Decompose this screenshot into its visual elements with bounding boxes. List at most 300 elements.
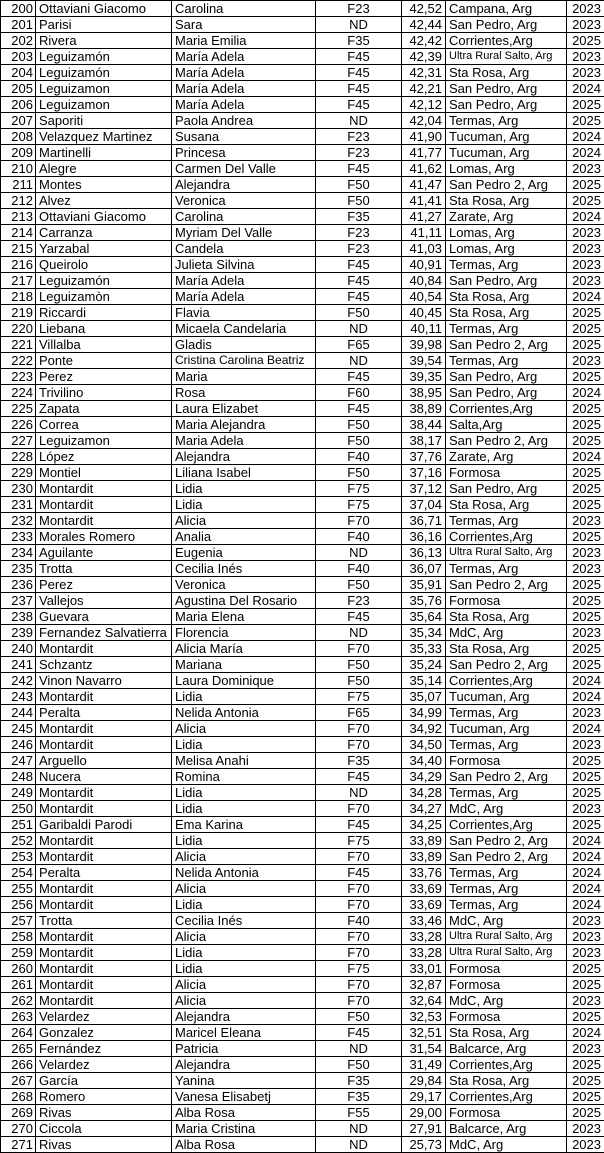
cell-rank[interactable]: 219 <box>1 305 36 321</box>
cell-rank[interactable]: 217 <box>1 273 36 289</box>
cell-firstname[interactable]: Micaela Candelaria <box>172 321 316 337</box>
cell-rank[interactable]: 260 <box>1 961 36 977</box>
cell-firstname[interactable]: Veronica <box>172 577 316 593</box>
cell-score[interactable]: 34,27 <box>402 801 446 817</box>
cell-location[interactable]: Corrientes,Arg <box>446 33 567 49</box>
cell-category[interactable]: F23 <box>316 129 402 145</box>
cell-year[interactable]: 2025 <box>567 593 604 609</box>
cell-rank[interactable]: 258 <box>1 929 36 945</box>
cell-location[interactable]: Sta Rosa, Arg <box>446 1073 567 1089</box>
cell-location[interactable]: Formosa <box>446 1105 567 1121</box>
cell-year[interactable]: 2024 <box>567 721 604 737</box>
cell-firstname[interactable]: Alicia <box>172 993 316 1009</box>
cell-score[interactable]: 38,44 <box>402 417 446 433</box>
cell-lastname[interactable]: Montardit <box>36 785 172 801</box>
cell-year[interactable]: 2023 <box>567 225 604 241</box>
cell-lastname[interactable]: Alvez <box>36 193 172 209</box>
cell-category[interactable]: F75 <box>316 961 402 977</box>
cell-category[interactable]: F70 <box>316 801 402 817</box>
cell-lastname[interactable]: Gonzalez <box>36 1025 172 1041</box>
cell-rank[interactable]: 240 <box>1 641 36 657</box>
cell-score[interactable]: 33,69 <box>402 881 446 897</box>
cell-rank[interactable]: 244 <box>1 705 36 721</box>
cell-year[interactable]: 2025 <box>567 1009 604 1025</box>
cell-lastname[interactable]: Yarzabal <box>36 241 172 257</box>
cell-category[interactable]: F40 <box>316 449 402 465</box>
cell-category[interactable]: ND <box>316 625 402 641</box>
cell-rank[interactable]: 271 <box>1 1137 36 1153</box>
cell-score[interactable]: 39,98 <box>402 337 446 353</box>
cell-score[interactable]: 42,39 <box>402 49 446 65</box>
cell-score[interactable]: 37,16 <box>402 465 446 481</box>
cell-year[interactable]: 2025 <box>567 657 604 673</box>
cell-firstname[interactable]: Maria Cristina <box>172 1121 316 1137</box>
cell-category[interactable]: F23 <box>316 593 402 609</box>
cell-location[interactable]: Corrientes,Arg <box>446 673 567 689</box>
cell-lastname[interactable]: Leguizamón <box>36 49 172 65</box>
cell-location[interactable]: Termas, Arg <box>446 881 567 897</box>
cell-score[interactable]: 33,69 <box>402 897 446 913</box>
cell-category[interactable]: ND <box>316 545 402 561</box>
cell-year[interactable]: 2025 <box>567 113 604 129</box>
cell-location[interactable]: San Pedro 2, Arg <box>446 849 567 865</box>
cell-score[interactable]: 41,77 <box>402 145 446 161</box>
cell-firstname[interactable]: Maria Elena <box>172 609 316 625</box>
cell-rank[interactable]: 201 <box>1 17 36 33</box>
cell-score[interactable]: 34,99 <box>402 705 446 721</box>
cell-score[interactable]: 41,03 <box>402 241 446 257</box>
cell-year[interactable]: 2023 <box>567 1137 604 1153</box>
cell-firstname[interactable]: Alicia <box>172 849 316 865</box>
cell-score[interactable]: 42,12 <box>402 97 446 113</box>
cell-score[interactable]: 42,31 <box>402 65 446 81</box>
cell-firstname[interactable]: Cristina Carolina Beatriz <box>172 353 316 369</box>
cell-location[interactable]: Tucuman, Arg <box>446 145 567 161</box>
cell-year[interactable]: 2025 <box>567 529 604 545</box>
cell-rank[interactable]: 210 <box>1 161 36 177</box>
cell-year[interactable]: 2025 <box>567 785 604 801</box>
cell-year[interactable]: 2025 <box>567 369 604 385</box>
cell-firstname[interactable]: Rosa <box>172 385 316 401</box>
cell-location[interactable]: MdC, Arg <box>446 993 567 1009</box>
cell-lastname[interactable]: Rivera <box>36 33 172 49</box>
cell-category[interactable]: F50 <box>316 1057 402 1073</box>
cell-location[interactable]: Corrientes,Arg <box>446 1089 567 1105</box>
cell-location[interactable]: San Pedro 2, Arg <box>446 433 567 449</box>
cell-firstname[interactable]: Florencia <box>172 625 316 641</box>
cell-score[interactable]: 33,46 <box>402 913 446 929</box>
cell-location[interactable]: San Pedro, Arg <box>446 273 567 289</box>
cell-rank[interactable]: 248 <box>1 769 36 785</box>
cell-location[interactable]: Formosa <box>446 593 567 609</box>
cell-lastname[interactable]: Montardit <box>36 849 172 865</box>
cell-category[interactable]: F75 <box>316 497 402 513</box>
cell-score[interactable]: 35,07 <box>402 689 446 705</box>
cell-firstname[interactable]: María Adela <box>172 81 316 97</box>
cell-year[interactable]: 2025 <box>567 33 604 49</box>
cell-rank[interactable]: 235 <box>1 561 36 577</box>
cell-year[interactable]: 2023 <box>567 625 604 641</box>
cell-rank[interactable]: 256 <box>1 897 36 913</box>
cell-category[interactable]: F45 <box>316 65 402 81</box>
cell-category[interactable]: F45 <box>316 865 402 881</box>
cell-rank[interactable]: 229 <box>1 465 36 481</box>
cell-lastname[interactable]: Leguizamon <box>36 433 172 449</box>
cell-rank[interactable]: 254 <box>1 865 36 881</box>
cell-location[interactable]: Balcarce, Arg <box>446 1121 567 1137</box>
cell-firstname[interactable]: María Adela <box>172 49 316 65</box>
cell-rank[interactable]: 234 <box>1 545 36 561</box>
cell-firstname[interactable]: Lidia <box>172 497 316 513</box>
cell-year[interactable]: 2025 <box>567 753 604 769</box>
cell-lastname[interactable]: Vallejos <box>36 593 172 609</box>
cell-location[interactable]: Lomas, Arg <box>446 225 567 241</box>
cell-rank[interactable]: 213 <box>1 209 36 225</box>
cell-year[interactable]: 2024 <box>567 209 604 225</box>
cell-lastname[interactable]: Velazquez Martinez <box>36 129 172 145</box>
cell-lastname[interactable]: Leguizamón <box>36 273 172 289</box>
cell-year[interactable]: 2023 <box>567 545 604 561</box>
cell-category[interactable]: F50 <box>316 465 402 481</box>
cell-category[interactable]: F70 <box>316 513 402 529</box>
cell-lastname[interactable]: Arguello <box>36 753 172 769</box>
cell-year[interactable]: 2024 <box>567 289 604 305</box>
cell-lastname[interactable]: Montardit <box>36 993 172 1009</box>
cell-rank[interactable]: 230 <box>1 481 36 497</box>
cell-firstname[interactable]: Veronica <box>172 193 316 209</box>
cell-category[interactable]: F70 <box>316 881 402 897</box>
cell-year[interactable]: 2025 <box>567 977 604 993</box>
cell-lastname[interactable]: Villalba <box>36 337 172 353</box>
cell-year[interactable]: 2023 <box>567 161 604 177</box>
cell-lastname[interactable]: Montardit <box>36 481 172 497</box>
cell-year[interactable]: 2024 <box>567 849 604 865</box>
cell-rank[interactable]: 214 <box>1 225 36 241</box>
cell-category[interactable]: F75 <box>316 833 402 849</box>
cell-firstname[interactable]: Cecilia Inés <box>172 561 316 577</box>
cell-score[interactable]: 36,71 <box>402 513 446 529</box>
cell-location[interactable]: Termas, Arg <box>446 513 567 529</box>
cell-year[interactable]: 2025 <box>567 817 604 833</box>
cell-location[interactable]: Campana, Arg <box>446 1 567 17</box>
cell-category[interactable]: F23 <box>316 1 402 17</box>
cell-category[interactable]: F70 <box>316 849 402 865</box>
cell-year[interactable]: 2023 <box>567 737 604 753</box>
cell-lastname[interactable]: Rivas <box>36 1137 172 1153</box>
cell-firstname[interactable]: Princesa <box>172 145 316 161</box>
cell-category[interactable]: ND <box>316 1137 402 1153</box>
cell-firstname[interactable]: Candela <box>172 241 316 257</box>
cell-category[interactable]: F50 <box>316 657 402 673</box>
cell-rank[interactable]: 267 <box>1 1073 36 1089</box>
cell-rank[interactable]: 212 <box>1 193 36 209</box>
cell-lastname[interactable]: Leguizamón <box>36 65 172 81</box>
cell-location[interactable]: Corrientes,Arg <box>446 1057 567 1073</box>
cell-location[interactable]: Termas, Arg <box>446 785 567 801</box>
cell-rank[interactable]: 207 <box>1 113 36 129</box>
cell-score[interactable]: 34,25 <box>402 817 446 833</box>
cell-category[interactable]: F45 <box>316 1025 402 1041</box>
cell-lastname[interactable]: Peralta <box>36 705 172 721</box>
cell-location[interactable]: Lomas, Arg <box>446 161 567 177</box>
cell-rank[interactable]: 236 <box>1 577 36 593</box>
cell-lastname[interactable]: Montardit <box>36 737 172 753</box>
cell-lastname[interactable]: García <box>36 1073 172 1089</box>
cell-score[interactable]: 36,13 <box>402 545 446 561</box>
cell-firstname[interactable]: Yanina <box>172 1073 316 1089</box>
cell-location[interactable]: Ultra Rural Salto, Arg <box>446 945 567 961</box>
cell-category[interactable]: F70 <box>316 897 402 913</box>
cell-year[interactable]: 2023 <box>567 913 604 929</box>
cell-year[interactable]: 2025 <box>567 305 604 321</box>
cell-score[interactable]: 37,76 <box>402 449 446 465</box>
cell-category[interactable]: F35 <box>316 753 402 769</box>
cell-firstname[interactable]: Eugenia <box>172 545 316 561</box>
cell-rank[interactable]: 209 <box>1 145 36 161</box>
cell-category[interactable]: F45 <box>316 369 402 385</box>
cell-location[interactable]: Tucuman, Arg <box>446 721 567 737</box>
cell-location[interactable]: Termas, Arg <box>446 353 567 369</box>
cell-lastname[interactable]: Velardez <box>36 1057 172 1073</box>
cell-lastname[interactable]: Montardit <box>36 513 172 529</box>
cell-firstname[interactable]: Maria Emilia <box>172 33 316 49</box>
cell-score[interactable]: 35,34 <box>402 625 446 641</box>
cell-location[interactable]: San Pedro 2, Arg <box>446 577 567 593</box>
cell-location[interactable]: San Pedro, Arg <box>446 481 567 497</box>
cell-year[interactable]: 2025 <box>567 321 604 337</box>
cell-firstname[interactable]: Alejandra <box>172 177 316 193</box>
cell-rank[interactable]: 200 <box>1 1 36 17</box>
cell-firstname[interactable]: Patricia <box>172 1041 316 1057</box>
cell-lastname[interactable]: Trotta <box>36 561 172 577</box>
cell-location[interactable]: San Pedro 2, Arg <box>446 337 567 353</box>
cell-firstname[interactable]: Alicia <box>172 881 316 897</box>
cell-location[interactable]: Tucuman, Arg <box>446 689 567 705</box>
cell-lastname[interactable]: Garibaldi Parodi <box>36 817 172 833</box>
cell-firstname[interactable]: Lidia <box>172 801 316 817</box>
cell-rank[interactable]: 237 <box>1 593 36 609</box>
cell-firstname[interactable]: Alicia <box>172 977 316 993</box>
cell-year[interactable]: 2023 <box>567 945 604 961</box>
cell-location[interactable]: Sta Rosa, Arg <box>446 65 567 81</box>
cell-rank[interactable]: 246 <box>1 737 36 753</box>
cell-lastname[interactable]: Trivilino <box>36 385 172 401</box>
cell-year[interactable]: 2025 <box>567 337 604 353</box>
cell-location[interactable]: Termas, Arg <box>446 897 567 913</box>
cell-firstname[interactable]: Liliana Isabel <box>172 465 316 481</box>
cell-score[interactable]: 41,11 <box>402 225 446 241</box>
cell-rank[interactable]: 227 <box>1 433 36 449</box>
cell-category[interactable]: F45 <box>316 49 402 65</box>
cell-rank[interactable]: 261 <box>1 977 36 993</box>
cell-category[interactable]: F70 <box>316 929 402 945</box>
cell-category[interactable]: F50 <box>316 305 402 321</box>
cell-year[interactable]: 2024 <box>567 385 604 401</box>
cell-lastname[interactable]: Romero <box>36 1089 172 1105</box>
cell-lastname[interactable]: Montardit <box>36 721 172 737</box>
cell-category[interactable]: F70 <box>316 993 402 1009</box>
cell-category[interactable]: F40 <box>316 561 402 577</box>
cell-location[interactable]: MdC, Arg <box>446 1137 567 1153</box>
cell-score[interactable]: 25,73 <box>402 1137 446 1153</box>
cell-year[interactable]: 2025 <box>567 769 604 785</box>
cell-rank[interactable]: 216 <box>1 257 36 273</box>
cell-rank[interactable]: 223 <box>1 369 36 385</box>
cell-category[interactable]: F50 <box>316 433 402 449</box>
cell-location[interactable]: Termas, Arg <box>446 705 567 721</box>
cell-year[interactable]: 2024 <box>567 81 604 97</box>
cell-year[interactable]: 2025 <box>567 433 604 449</box>
cell-location[interactable]: MdC, Arg <box>446 913 567 929</box>
cell-rank[interactable]: 206 <box>1 97 36 113</box>
cell-category[interactable]: F40 <box>316 529 402 545</box>
cell-category[interactable]: F70 <box>316 641 402 657</box>
cell-year[interactable]: 2025 <box>567 577 604 593</box>
cell-rank[interactable]: 238 <box>1 609 36 625</box>
cell-lastname[interactable]: Montes <box>36 177 172 193</box>
cell-category[interactable]: F45 <box>316 273 402 289</box>
cell-category[interactable]: F35 <box>316 33 402 49</box>
cell-year[interactable]: 2025 <box>567 481 604 497</box>
cell-location[interactable]: Ultra Rural Salto, Arg <box>446 545 567 561</box>
cell-score[interactable]: 33,28 <box>402 929 446 945</box>
cell-rank[interactable]: 204 <box>1 65 36 81</box>
cell-location[interactable]: San Pedro 2, Arg <box>446 177 567 193</box>
cell-score[interactable]: 40,45 <box>402 305 446 321</box>
cell-score[interactable]: 40,54 <box>402 289 446 305</box>
cell-firstname[interactable]: Alejandra <box>172 449 316 465</box>
cell-score[interactable]: 33,89 <box>402 849 446 865</box>
cell-lastname[interactable]: Ottaviani Giacomo <box>36 1 172 17</box>
cell-location[interactable]: San Pedro, Arg <box>446 369 567 385</box>
cell-year[interactable]: 2023 <box>567 1121 604 1137</box>
cell-firstname[interactable]: Lidia <box>172 689 316 705</box>
cell-category[interactable]: F45 <box>316 97 402 113</box>
cell-score[interactable]: 42,44 <box>402 17 446 33</box>
cell-rank[interactable]: 218 <box>1 289 36 305</box>
cell-year[interactable]: 2025 <box>567 1057 604 1073</box>
cell-location[interactable]: Sta Rosa, Arg <box>446 193 567 209</box>
cell-location[interactable]: Tucuman, Arg <box>446 129 567 145</box>
cell-year[interactable]: 2025 <box>567 609 604 625</box>
cell-firstname[interactable]: Laura Dominique <box>172 673 316 689</box>
cell-location[interactable]: Sta Rosa, Arg <box>446 1025 567 1041</box>
cell-lastname[interactable]: Trotta <box>36 913 172 929</box>
cell-firstname[interactable]: María Adela <box>172 65 316 81</box>
cell-firstname[interactable]: Agustina Del Rosario <box>172 593 316 609</box>
cell-score[interactable]: 32,64 <box>402 993 446 1009</box>
cell-firstname[interactable]: Maria <box>172 369 316 385</box>
cell-lastname[interactable]: Perez <box>36 577 172 593</box>
cell-category[interactable]: F75 <box>316 689 402 705</box>
cell-category[interactable]: ND <box>316 321 402 337</box>
cell-year[interactable]: 2023 <box>567 49 604 65</box>
cell-year[interactable]: 2023 <box>567 1041 604 1057</box>
cell-score[interactable]: 33,28 <box>402 945 446 961</box>
cell-lastname[interactable]: Montardit <box>36 945 172 961</box>
cell-year[interactable]: 2023 <box>567 273 604 289</box>
cell-firstname[interactable]: Lidia <box>172 737 316 753</box>
cell-firstname[interactable]: Carolina <box>172 1 316 17</box>
cell-rank[interactable]: 255 <box>1 881 36 897</box>
cell-firstname[interactable]: Carolina <box>172 209 316 225</box>
cell-rank[interactable]: 259 <box>1 945 36 961</box>
cell-score[interactable]: 36,16 <box>402 529 446 545</box>
cell-score[interactable]: 41,47 <box>402 177 446 193</box>
cell-rank[interactable]: 253 <box>1 849 36 865</box>
cell-category[interactable]: F40 <box>316 913 402 929</box>
cell-category[interactable]: F35 <box>316 209 402 225</box>
cell-rank[interactable]: 262 <box>1 993 36 1009</box>
cell-firstname[interactable]: Gladis <box>172 337 316 353</box>
cell-year[interactable]: 2025 <box>567 961 604 977</box>
cell-category[interactable]: F35 <box>316 1089 402 1105</box>
cell-firstname[interactable]: Romina <box>172 769 316 785</box>
cell-score[interactable]: 40,84 <box>402 273 446 289</box>
cell-category[interactable]: F23 <box>316 145 402 161</box>
cell-rank[interactable]: 225 <box>1 401 36 417</box>
cell-lastname[interactable]: Liebana <box>36 321 172 337</box>
cell-score[interactable]: 38,95 <box>402 385 446 401</box>
cell-location[interactable]: Formosa <box>446 977 567 993</box>
cell-firstname[interactable]: Alba Rosa <box>172 1137 316 1153</box>
cell-lastname[interactable]: Montardit <box>36 497 172 513</box>
cell-location[interactable]: Formosa <box>446 753 567 769</box>
cell-year[interactable]: 2024 <box>567 833 604 849</box>
cell-firstname[interactable]: Susana <box>172 129 316 145</box>
cell-lastname[interactable]: Montardit <box>36 897 172 913</box>
cell-location[interactable]: Ultra Rural Salto, Arg <box>446 49 567 65</box>
cell-year[interactable]: 2023 <box>567 241 604 257</box>
cell-location[interactable]: Balcarce, Arg <box>446 1041 567 1057</box>
cell-lastname[interactable]: Perez <box>36 369 172 385</box>
cell-lastname[interactable]: Morales Romero <box>36 529 172 545</box>
cell-score[interactable]: 42,04 <box>402 113 446 129</box>
cell-rank[interactable]: 228 <box>1 449 36 465</box>
cell-year[interactable]: 2024 <box>567 129 604 145</box>
cell-lastname[interactable]: Guevara <box>36 609 172 625</box>
cell-firstname[interactable]: Mariana <box>172 657 316 673</box>
cell-lastname[interactable]: Schzantz <box>36 657 172 673</box>
cell-score[interactable]: 40,11 <box>402 321 446 337</box>
cell-category[interactable]: F70 <box>316 977 402 993</box>
cell-score[interactable]: 38,89 <box>402 401 446 417</box>
cell-category[interactable]: ND <box>316 1041 402 1057</box>
cell-rank[interactable]: 226 <box>1 417 36 433</box>
cell-rank[interactable]: 243 <box>1 689 36 705</box>
cell-lastname[interactable]: Leguizamon <box>36 97 172 113</box>
cell-score[interactable]: 27,91 <box>402 1121 446 1137</box>
cell-lastname[interactable]: Montardit <box>36 961 172 977</box>
cell-year[interactable]: 2023 <box>567 257 604 273</box>
cell-score[interactable]: 41,41 <box>402 193 446 209</box>
cell-category[interactable]: F50 <box>316 1009 402 1025</box>
cell-category[interactable]: F70 <box>316 945 402 961</box>
cell-location[interactable]: Termas, Arg <box>446 865 567 881</box>
cell-rank[interactable]: 266 <box>1 1057 36 1073</box>
cell-category[interactable]: F45 <box>316 81 402 97</box>
cell-year[interactable]: 2024 <box>567 1025 604 1041</box>
cell-category[interactable]: F45 <box>316 609 402 625</box>
cell-score[interactable]: 29,17 <box>402 1089 446 1105</box>
cell-rank[interactable]: 215 <box>1 241 36 257</box>
cell-score[interactable]: 32,87 <box>402 977 446 993</box>
cell-score[interactable]: 29,84 <box>402 1073 446 1089</box>
cell-rank[interactable]: 221 <box>1 337 36 353</box>
cell-lastname[interactable]: Zapata <box>36 401 172 417</box>
cell-location[interactable]: Termas, Arg <box>446 321 567 337</box>
cell-lastname[interactable]: Montardit <box>36 881 172 897</box>
